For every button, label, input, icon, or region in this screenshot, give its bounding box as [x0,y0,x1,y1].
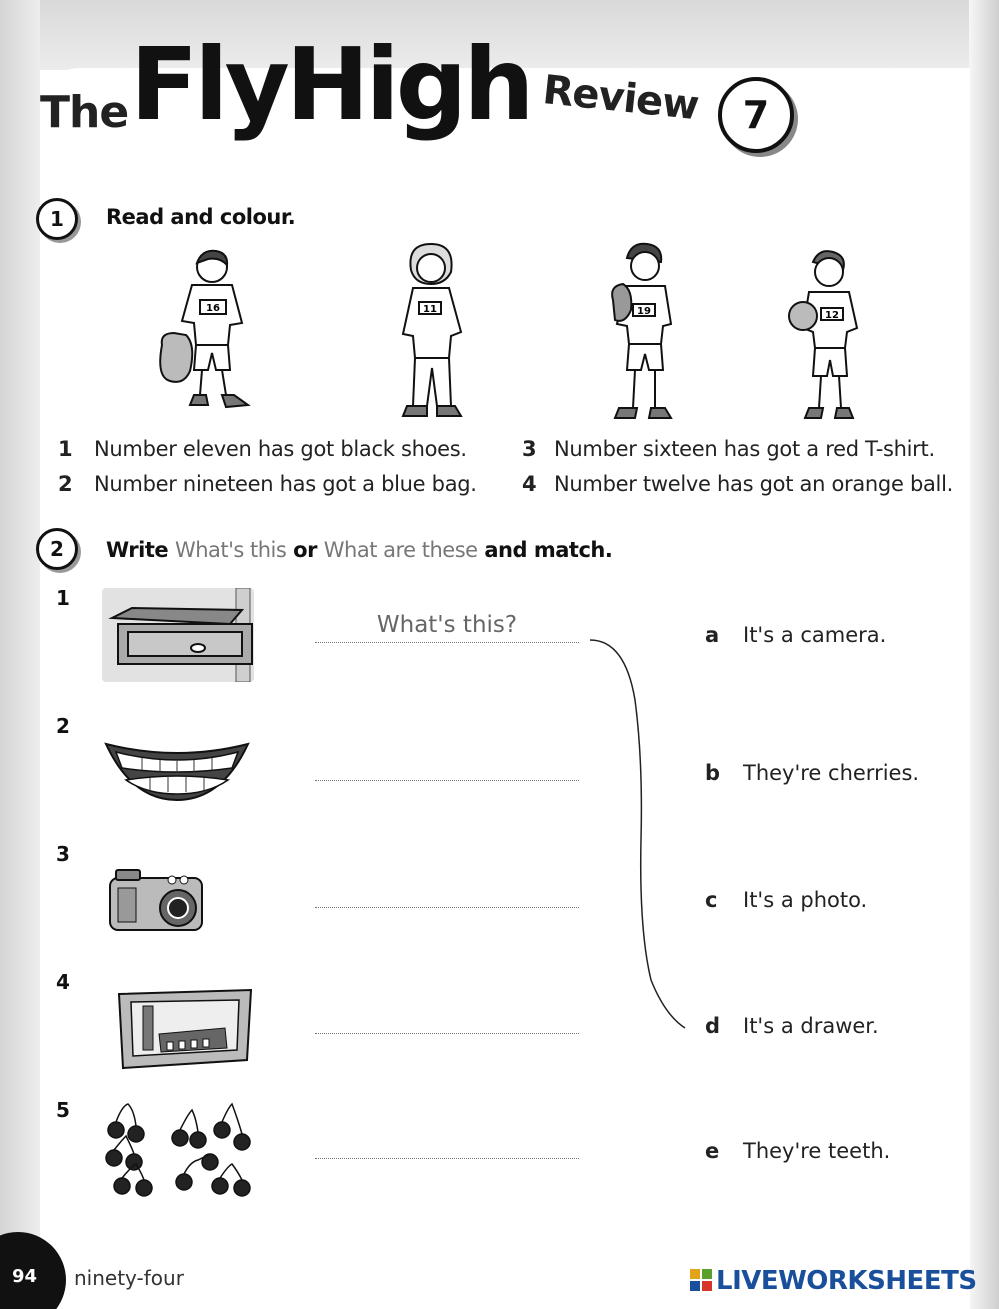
boy-figure-19 [605,240,685,425]
answer-line-3[interactable] [315,907,579,908]
title-the: The [40,87,129,138]
boy-figure-16 [150,245,260,420]
answer-line-4[interactable] [315,1033,579,1034]
sentence-2: 2 Number nineteen has got a blue bag. [58,472,477,496]
sentence-3: 3 Number sixteen has got a red T-shirt. [522,437,935,461]
item-number-1: 1 [56,586,70,610]
answer-line-2[interactable] [315,780,579,781]
figure-number: 16 [206,303,220,314]
option-b: b They're cherries. [705,761,920,785]
page-number-word: ninety-four [74,1266,184,1290]
liveworksheets-brand: LIVEWORKSHEETS [690,1266,977,1296]
title-review: Review [540,67,701,130]
exercise-2-instruction: Write What's this or What are these and match. [106,538,613,562]
page-title [40,5,820,175]
answer-line-1[interactable] [315,642,579,643]
item-number-2: 2 [56,714,70,738]
exercise-2-badge: 2 [36,528,78,570]
liveworksheets-logo-icon [690,1269,712,1291]
match-line [585,630,695,1040]
answer-text-1: What's this? [376,612,518,638]
item-number-4: 4 [56,970,70,994]
exercise-1-badge: 1 [36,198,78,240]
girl-figure-11 [385,240,480,422]
drawer-picture [102,588,254,682]
exercise-1-instruction: Read and colour. [106,205,296,229]
teeth-picture [102,738,252,804]
figure-number: 11 [423,304,437,315]
title-flyhigh: FlyHigh [130,26,531,143]
camera-picture [106,866,206,934]
scan-shadow-left [0,0,40,1309]
figure-number: 19 [637,306,651,317]
option-d: d It's a drawer. [705,1014,879,1038]
item-number-5: 5 [56,1098,70,1122]
item-number-3: 3 [56,842,70,866]
figure-number: 12 [825,310,839,321]
photo-picture [115,988,255,1072]
cherries-picture [102,1100,262,1200]
option-a: a It's a camera. [705,623,887,647]
option-c: c It's a photo. [705,888,868,912]
scan-shadow-right [969,0,999,1309]
answer-line-5[interactable] [315,1158,579,1159]
page-number: 94 [12,1266,38,1287]
sentence-1: 1 Number eleven has got black shoes. [58,437,467,461]
option-e: e They're teeth. [705,1139,891,1163]
sentence-4: 4 Number twelve has got an orange ball. [522,472,953,496]
unit-number-badge: 7 [718,77,794,153]
boy-figure-12 [785,248,865,426]
